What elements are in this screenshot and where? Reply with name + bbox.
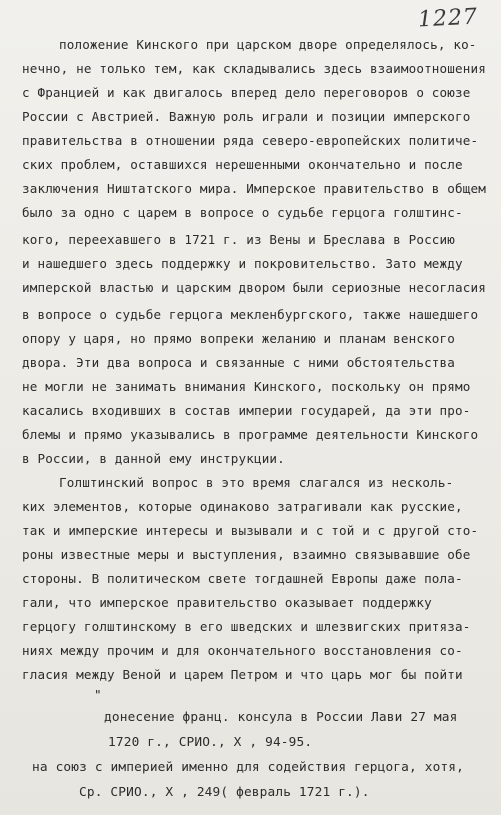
text-line: касались входивших в состав империи государей, да эти про-: [22, 403, 471, 418]
text-line: ских проблем, оставшихся нерешенными окончательно и после: [22, 157, 463, 172]
text-line: ких элементов, которые одинаково затрагивали как русские,: [22, 499, 463, 514]
text-line: положение Кинского при царском дворе определялось, ко-: [59, 37, 477, 52]
text-line: блемы и прямо указывались в программе деятельности Кинского: [22, 427, 479, 442]
text-line: опору у царя, но прямо вопреки желанию и планам венского: [22, 331, 455, 346]
text-line: ниях между прочим и для окончательного восстановления со-: [22, 643, 463, 658]
footnote-line: Ср. СРИО., Х , 249( февраль 1721 г.).: [79, 785, 370, 800]
text-line: в России, в данной ему инструкции.: [22, 451, 285, 466]
text-line: герцогу голштинскому в его шведских и шлезвигских притяза-: [22, 619, 471, 634]
text-line: заключения Ништатского мира. Имперское правительство в общем: [22, 181, 486, 196]
text-line: России с Австрией. Важную роль играли и позиции имперского: [22, 109, 471, 124]
text-line: с Францией и как двигалось вперед дело переговоров о союзе: [22, 85, 471, 100]
text-line: в вопросе о судьбе герцога мекленбургского, также нашедшего: [22, 307, 479, 322]
text-line: было за одно с царем в вопросе о судьбе герцога голштинс-: [22, 205, 463, 220]
footnote-line: на союз с империей именно для содействия герцога, хотя,: [32, 760, 464, 775]
page-number: 1227: [417, 4, 479, 33]
footnote-line: 1720 г., СРИО., Х , 94-95.: [108, 735, 313, 750]
text-line: имперской властью и царским двором были сериозные несогласия: [22, 280, 486, 295]
text-line: гали, что имперское правительство оказывает поддержку: [22, 595, 432, 610]
text-line: стороны. В политическом свете тогдашней Европы даже пола-: [22, 571, 463, 586]
text-line: и нашедшего здесь поддержку и покровительство. Зато между: [22, 256, 463, 271]
text-line: Голштинский вопрос в это время слагался из несколь-: [59, 475, 454, 490]
text-line: двора. Эти два вопроса и связанные с ними обстоятельства: [22, 355, 455, 370]
text-line: не могли не занимать внимания Кинского, поскольку он прямо: [22, 379, 471, 394]
text-line: нечно, не только тем, как складывались здесь взаимоотношения: [22, 61, 486, 76]
text-line: гласия между Веной и царем Петром и что царь мог бы пойти: [22, 667, 463, 682]
text-line: правительства в отношении ряда северо-европейских политиче-: [22, 133, 479, 148]
text-line: роны известные меры и выступления, взаимно связывавшие обе: [22, 547, 471, 562]
text-line: так и имперские интересы и вызывали и с той и с другой сто-: [22, 523, 479, 538]
footnote-marker: ": [94, 687, 102, 702]
footnote-line: донесение франц. консула в России Лави 27 мая: [104, 710, 458, 725]
text-line: кого, переехавшего в 1721 г. из Вены и Бреслава в Россию: [22, 232, 455, 247]
